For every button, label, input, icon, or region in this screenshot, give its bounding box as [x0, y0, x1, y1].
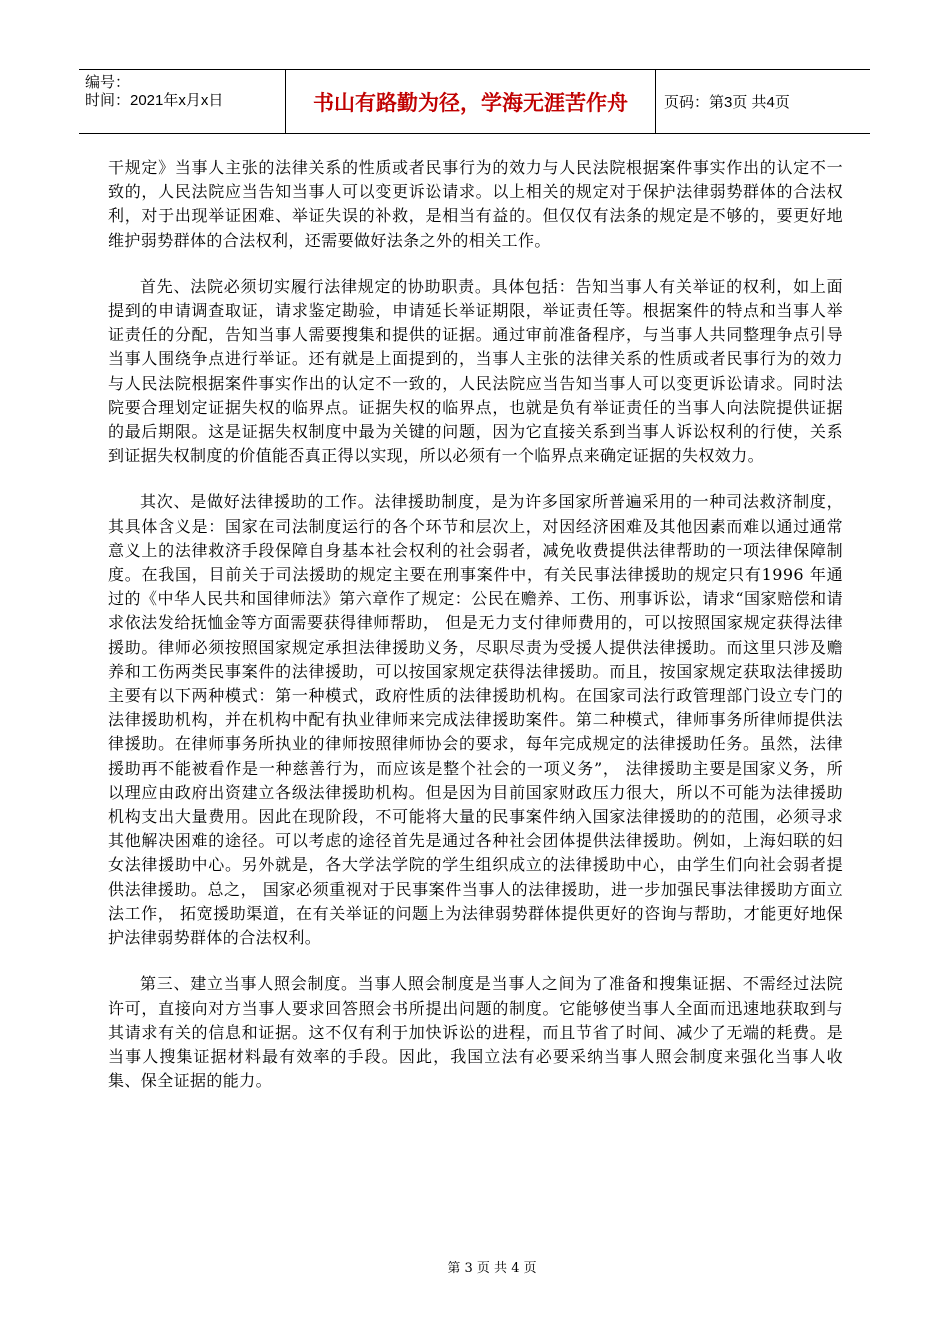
- paragraph-third-inquiry-system: 第三、建立当事人照会制度。当事人照会制度是当事人之间为了准备和搜集证据、不需经过法院许可，直接向对方当事人要求回答照会书所提出问题的制度。它能够使当事人全面而迅速地获取到与其请求有关的信息和证据。这不仅有利于加快诉讼的进程，而且节省了时间、减少了无端的耗费。是当事人搜集证据材料最有效率的手段。因此，我国立法有必要采纳当事人照会制度来强化当事人收集、保全证据的能力。: [108, 974, 843, 1091]
- header-page-number: 页码：第3页 共4页: [664, 94, 790, 111]
- document-body: [108, 156, 843, 1115]
- paragraph-first-court-duties: 首先、法院必须切实履行法律规定的协助职责。具体包括：告知当事人有关举证的权利，如上面提到的申请调查取证，请求鉴定勘验，申请延长举证期限，举证责任等。根据案件的特点和当事人举证责任的分配，告知当事人需要搜集和提供的证据。通过审前准备程序，与当事人共同整理争点引导当事人围绕争点进行举证。还有就是上面提到的，当事人主张的法律关系的性质或者民事行为的效力与人民法院根据案件事实作出的认定不一致的，人民法院应当告知当事人可以变更诉讼请求。同时法院要合理划定证据失权的临界点。证据失权的临界点，也就是负有举证责任的当事人向法院提供证据的最后期限。这是证据失权制度中最为关键的问题，因为它直接关系到当事人诉讼权利的行使，关系到证据失权制度的价值能否真正得以实现，所以必须有一个临界点来确定证据的失权效力。: [108, 276, 843, 466]
- header-left-cell: [79, 70, 285, 133]
- paragraph-second-legal-aid: 其次、是做好法律援助的工作。法律援助制度，是为许多国家所普遍采用的一种司法救济制度，其具体含义是：国家在司法制度运行的各个环节和层次上，对因经济困难及其他因素而难以通过通常意义上的法律救济手段保障自身基本社会权利的社会弱者，减免收费提供法律帮助的一项法律保障制度。在我国，目前关于司法援助的规定主要在刑事案件中，有关民事法律援助的规定只有1996 年通过的《中华人民共和国律师法》第六章作了规定：公民在赡养、工伤、刑事诉讼，请求“国家赔偿和请求依法发给抚恤金等方面需要获得律师帮助， 但是无力支付律师费用的，可以按照国家规定获得法律援助。律师必须按照国家规定承担法律援助义务，尽职尽责为受援人提供法律援助。而这里只涉及赡养和工伤两类民事案件的法律援助，可以按国家规定获得法律援助。而且，按国家规定获取法律援助主要有以下两种模式：第一种模式，政府性质的法律援助机构。在国家司法行政管理部门设立专门的法律援助机构，并在机构中配有执业律师来完成法律援助案件。第二种模式，律师事务所律师提供法律援助。在律师事务所执业的律师按照律师协会的要求，每年完成规定的法律援助任务。虽然，法律援助再不能被看作是一种慈善行为，而应该是整个社会的一项义务”， 法律援助主要是国家义务，所以理应由政府出资建立各级法律援助机构。但是因为目前国家财政压力很大，所以不可能为法律援助机构支出大量费用。因此在现阶段，不可能将大量的民事案件纳入国家法律援助的的范围，必须寻求其他解决困难的途径。可以考虑的途径首先是通过各种社会团体提供法律援助。例如，上海妇联的妇女法律援助中心。另外就是，各大学法学院的学生组织成立的法律援助中心，由学生们向社会弱者提供法律援助。总之， 国家必须重视对于民事案件当事人的法律援助，进一步加强民事法律援助方面立法工作， 拓宽援助渠道，在有关举证的问题上为法律弱势群体提供更好的咨询与帮助，才能更好地保护法律弱势群体的合法权利。: [108, 492, 843, 948]
- page-footer: 第 3 页 共 4 页: [447, 1261, 537, 1276]
- page-header: [79, 69, 870, 134]
- document-number-label: 编号：: [85, 74, 131, 91]
- paragraph-continuation: 干规定》当事人主张的法律关系的性质或者民事行为的效力与人民法院根据案件事实作出的认定不一致的，人民法院应当告知当事人可以变更诉讼请求。以上相关的规定对于保护法律弱势群体的合法权利，对于出现举证困难、举证失误的补救，是相当有益的。但仅仅有法条的规定是不够的，要更好地维护弱势群体的合法权利，还需要做好法条之外的相关工作。: [108, 158, 843, 250]
- header-middle-cell: [285, 70, 656, 133]
- document-time-label: 时间：2021年x月x日: [85, 92, 224, 109]
- header-motto: 书山有路勤为径，学海无涯苦作舟: [313, 91, 628, 115]
- header-right-cell: [656, 70, 870, 133]
